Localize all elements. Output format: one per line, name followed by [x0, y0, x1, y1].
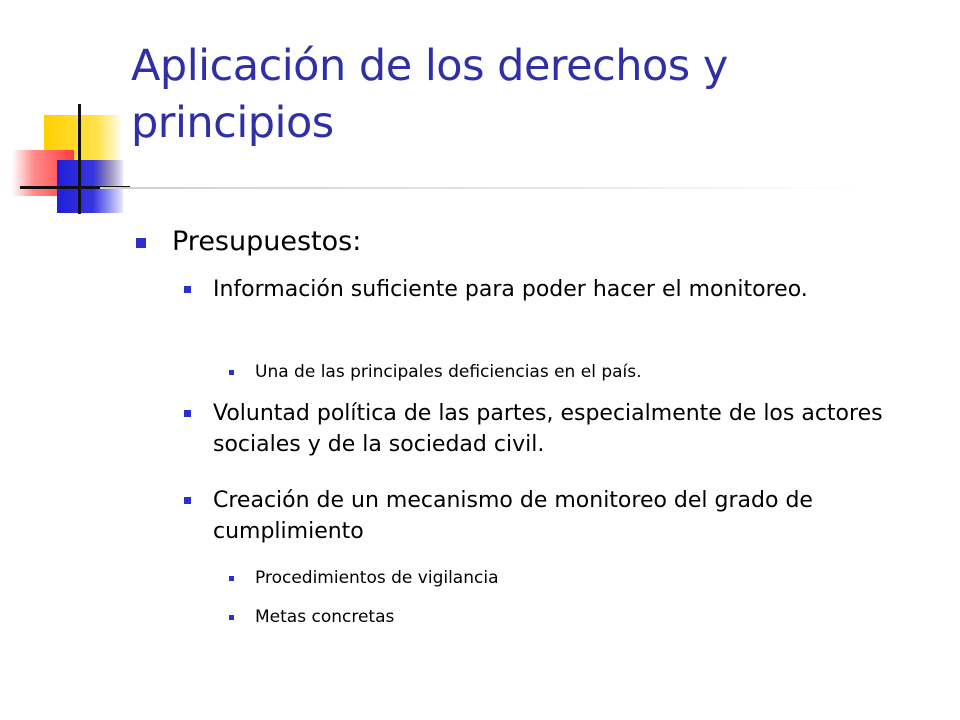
title-underline-rule	[100, 187, 860, 189]
slide-title: Aplicación de los derechos y principios	[131, 41, 728, 148]
square-bullet-icon	[184, 410, 191, 417]
square-bullet-icon	[229, 370, 234, 375]
bullet-item-metas	[255, 605, 895, 629]
bullet-item-creacion	[213, 485, 903, 547]
bullet-text: Voluntad política de las partes, especialmente de los actores sociales y de la sociedad civil.	[213, 401, 883, 457]
bullet-text: Procedimientos de vigilancia	[255, 568, 499, 588]
bullet-item-voluntad	[213, 398, 903, 460]
bullet-text: Una de las principales deficiencias en el país.	[255, 362, 642, 382]
square-bullet-icon	[229, 615, 234, 620]
bullet-text: Creación de un mecanismo de monitoreo del grado de cumplimiento	[213, 488, 813, 544]
bullet-item-informacion	[213, 274, 903, 305]
square-bullet-icon	[184, 286, 191, 293]
bullet-item-procedimientos	[255, 566, 895, 590]
square-bullet-icon	[184, 497, 191, 504]
bullet-text: Presupuestos:	[172, 226, 362, 257]
bullet-item-presupuestos	[172, 224, 872, 260]
bullet-text: Metas concretas	[255, 607, 395, 627]
bullet-text: Información suficiente para poder hacer el monitoreo.	[213, 277, 808, 302]
square-bullet-icon	[229, 576, 234, 581]
square-bullet-icon	[136, 238, 146, 248]
bullet-item-deficiencias	[255, 360, 895, 384]
corner-ornament-vertical-line	[78, 104, 81, 214]
